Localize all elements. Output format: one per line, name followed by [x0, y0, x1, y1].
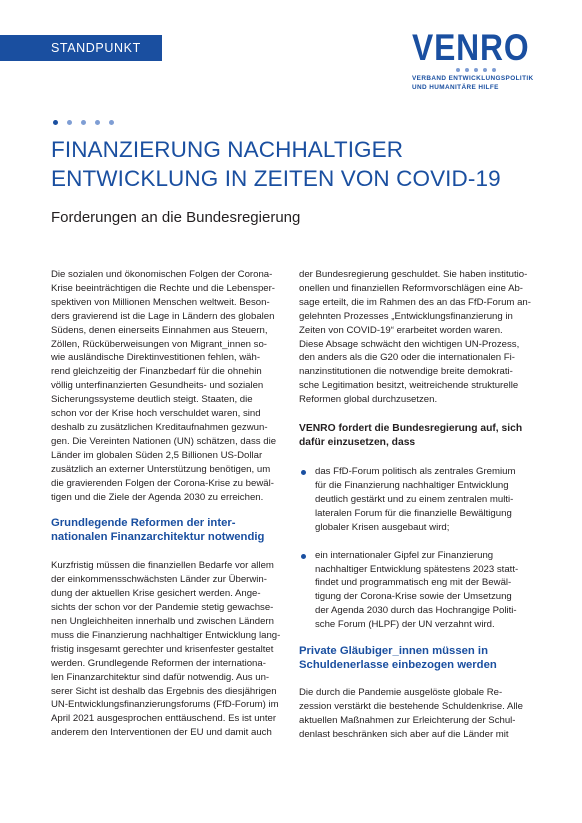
text-line: schon vor der Krise hoch verschuldet waren, sind	[51, 408, 261, 420]
text-line: spektiven von Millionen Menschen weltweit. Beson-	[51, 296, 270, 308]
text-line: die gravierenden Folgen der Corona-Krise zu bewäl-	[51, 477, 274, 489]
title-line: ENTWICKLUNG IN ZEITEN VON COVID-19	[51, 166, 501, 191]
text-line: Zöllen, Rücküberweisungen von Migrant_innen so-	[51, 338, 267, 350]
demands-lead	[299, 422, 535, 450]
text-line: Länder im globalen Süden 2,5 Billionen US-Dollar	[51, 449, 263, 461]
logo-subtitle-line: UND HUMANITÄRE HILFE	[412, 83, 499, 91]
text-line: lateralen Forum für die finanzielle Bewältigung	[315, 507, 512, 519]
text-line: für die Finanzierung nachhaltiger Entwicklung	[315, 479, 509, 491]
text-line: wie ausländische Direktinvestitionen fehlen, wäh-	[51, 352, 261, 364]
title-line: FINANZIERUNG NACHHALTIGER	[51, 137, 404, 162]
list-item	[299, 549, 535, 632]
left-column	[51, 268, 287, 740]
title-dots	[53, 120, 114, 125]
intro-paragraph	[51, 268, 287, 504]
text-line: rend gleichzeitig der Finanzbedarf für die ohnehin	[51, 366, 262, 378]
text-line: muss die Finanzierung nachhaltiger Entwicklung lang-	[51, 629, 281, 641]
text-line: das FfD-Forum politisch als zentrales Gremium	[315, 466, 516, 478]
text-line: nen Ungleichheiten innerhalb und zwischen Ländern	[51, 616, 274, 628]
page-title	[51, 135, 551, 193]
document-type-label: STANDPUNKT	[0, 35, 162, 61]
logo-wordmark: VENRO	[412, 27, 530, 68]
text-line: denlast beschränken sich aber auf die Länder mit	[299, 728, 509, 740]
text-line: VENRO fordert die Bundesregierung auf, sich	[299, 423, 523, 435]
text-line: Schuldenerlasse einbezogen werden	[299, 659, 497, 672]
text-line: Private Gläubiger_innen müssen in	[299, 645, 488, 658]
bullet-icon	[301, 470, 306, 475]
text-line: serer Sicht ist deshalb das Ergebnis des diesjährigen	[51, 685, 277, 697]
section-heading-reforms	[51, 516, 287, 544]
text-line: sche Forum (HLPF) der UN verzahnt wird.	[315, 619, 495, 631]
text-line: findet und programmatisch eng mit der Bewäl-	[315, 577, 512, 589]
text-line: völlig unterfinanzierten Gesundheits- und sozialen	[51, 380, 264, 392]
text-line: Zeiten von COVID-19“ erarbeitet worden waren.	[299, 324, 503, 336]
reforms-paragraph	[51, 559, 287, 740]
text-line: der einkommensschwächsten Länder zur Überwin-	[51, 574, 267, 586]
text-line: len Finanzarchitektur sind dafür notwendig. Aus un-	[51, 671, 270, 683]
text-line: zusätzlich an externer Unterstützung benötigen, um	[51, 463, 271, 475]
text-line: globaler Krisen ausgebaut wird;	[315, 521, 450, 533]
text-line: der Agenda 2030 durch das Hochrangige Politi-	[315, 605, 517, 617]
text-line: Diese Absage schwächt den wichtigen UN-Prozess,	[299, 338, 520, 350]
text-line: deshalb zu zusätzlichen Kreditaufnahmen gezwun-	[51, 421, 268, 433]
continued-paragraph	[299, 268, 535, 407]
text-line: sche Legitimation besitzt, weitreichende strukturelle	[299, 380, 519, 392]
text-line: der Bundesregierung geschuldet. Sie haben institutio-	[299, 269, 528, 280]
list-item-text	[315, 549, 535, 632]
text-line: Die durch die Pandemie ausgelöste globale Re-	[299, 687, 503, 699]
text-line: Die sozialen und ökonomischen Folgen der Corona-	[51, 269, 273, 280]
text-line: anderem den Interventionen der EU und damit auch	[51, 727, 272, 739]
creditors-paragraph	[299, 686, 535, 742]
logo-subtitle	[412, 75, 536, 92]
text-line: sichts der schon vor der Pandemie stetig gewachse-	[51, 602, 274, 614]
text-line: nanzinstitutionen die notwendige breite demokrati-	[299, 366, 513, 378]
text-line: gen. Die Vereinten Nationen (UN) schätzen, dass die	[51, 435, 277, 447]
text-line: onellen und finanziellen Reformvorschlägen eine Ab-	[299, 282, 523, 294]
text-line: nationalen Finanzarchitektur notwendig	[51, 531, 265, 544]
text-line: tigen und die Ziele der Agenda 2030 zu erreichen.	[51, 491, 264, 503]
bullet-icon	[301, 554, 306, 559]
text-line: fristig insgesamt gerechter und krisenfester gestaltet	[51, 643, 274, 655]
text-line: deutlich gestärkt und zu einem zentralen multi-	[315, 493, 514, 505]
text-line: ein internationaler Gipfel zur Finanzierung	[315, 549, 494, 561]
text-line: aktuellen Maßnahmen zur Erleichterung der Schul-	[299, 714, 516, 726]
text-line: Reformen global durchzusetzen.	[299, 394, 438, 406]
text-line: April 2021 ausgesprochen enttäuschend. Es ist unter	[51, 713, 277, 725]
page-subtitle: Forderungen an die Bundesregierung	[51, 209, 301, 226]
section-heading-creditors	[299, 644, 535, 672]
text-line: zession verstärkt die bestehende Schuldenkrise. Alle	[299, 700, 523, 712]
text-line: nachhaltiger Entwicklung spätestens 2023 statt-	[315, 563, 519, 575]
text-line: ders gravierend ist die Lage in Ländern des globalen	[51, 310, 275, 322]
demands-list	[299, 465, 535, 632]
list-item	[299, 465, 535, 535]
text-line: Grundlegende Reformen der inter-	[51, 517, 236, 530]
list-item-text	[315, 465, 535, 535]
text-line: sage erteilt, die im Rahmen des an das FfD-Forum an-	[299, 296, 531, 308]
text-line: Sicherungssysteme deutlich steigt. Staaten, die	[51, 394, 253, 406]
logo-dots	[456, 68, 536, 72]
text-line: werden. Grundlegende Reformen der internationa-	[51, 657, 266, 669]
text-line: tigung der Corona-Krise sowie der Umsetzung	[315, 591, 512, 603]
text-line: gelehnten Prozesses „Entwicklungsfinanzierung in	[299, 310, 513, 322]
text-line: Krise beeinträchtigen die Rechte und die Lebensper-	[51, 282, 276, 294]
text-line: den anders als die G20 oder die internationalen Fi-	[299, 352, 515, 364]
text-line: dafür einzusetzen, dass	[299, 437, 416, 449]
logo-subtitle-line: VERBAND ENTWICKLUNGSPOLITIK	[412, 75, 534, 82]
text-line: dung der aktuellen Krise gesichert werden. Ange-	[51, 588, 261, 600]
text-line: UN-Entwicklungsfinanzierungsforums (FfD-Forum) im	[51, 699, 279, 711]
right-column	[299, 268, 535, 742]
text-line: Kurzfristig müssen die finanziellen Bedarfe vor allem	[51, 560, 274, 572]
venro-logo	[412, 27, 536, 92]
text-line: Südens, denen einerseits Einnahmen aus Steuern,	[51, 324, 268, 336]
